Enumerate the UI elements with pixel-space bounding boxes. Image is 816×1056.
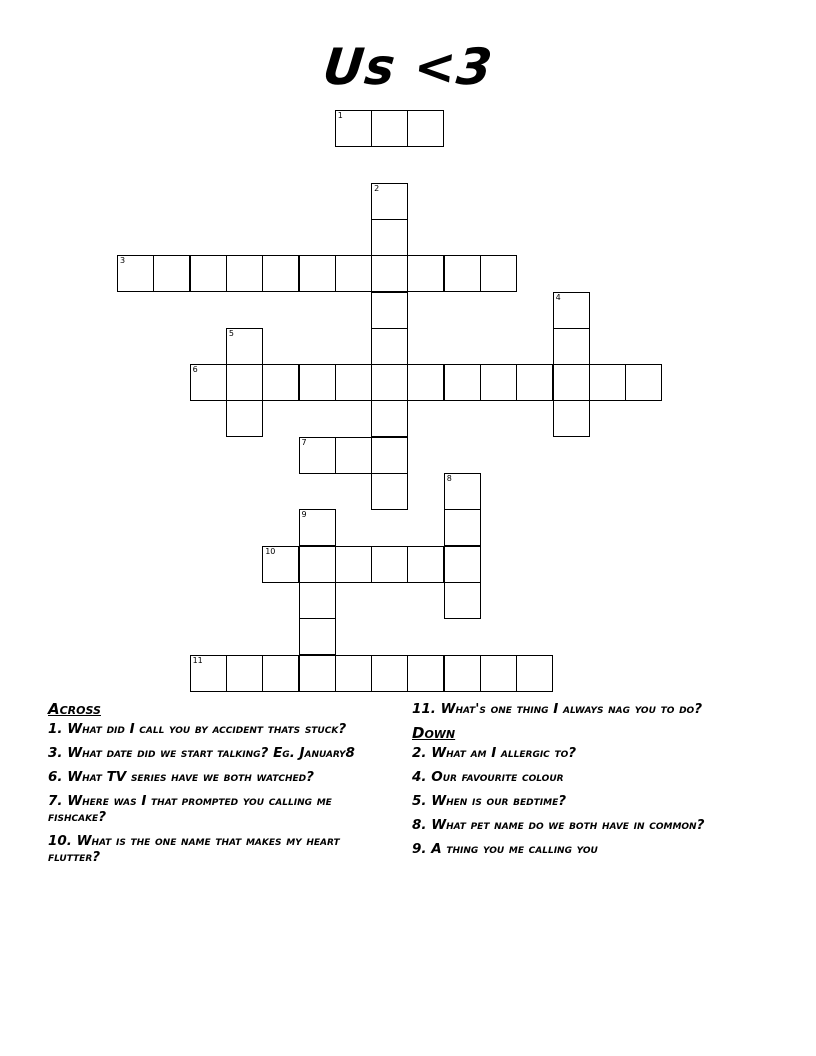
grid-cell[interactable]	[516, 655, 553, 692]
grid-cell[interactable]	[335, 546, 372, 583]
clue-across-6: 6. What TV series have we both watched?	[48, 769, 314, 785]
grid-cell[interactable]	[226, 400, 263, 437]
grid-cell-number: 6	[192, 365, 198, 375]
grid-cell[interactable]	[444, 509, 481, 546]
grid-cell-number: 2	[374, 183, 380, 193]
grid-cell[interactable]	[371, 183, 408, 220]
grid-cell-number: 7	[301, 437, 307, 447]
grid-cell[interactable]	[444, 473, 481, 510]
grid-cell[interactable]	[226, 655, 263, 692]
grid-cell[interactable]	[407, 255, 444, 292]
grid-cell[interactable]	[226, 328, 263, 365]
grid-cell[interactable]	[262, 364, 299, 401]
grid-cell[interactable]	[117, 255, 154, 292]
grid-cell-number: 5	[228, 328, 234, 338]
clue-across-7: 7. Where was I that prompted you calling me fishcake?	[48, 793, 332, 825]
grid-cell[interactable]	[516, 364, 553, 401]
grid-cell[interactable]	[299, 255, 336, 292]
grid-cell[interactable]	[262, 655, 299, 692]
grid-cell[interactable]	[335, 437, 372, 474]
grid-cell[interactable]	[299, 509, 336, 546]
grid-cell[interactable]	[299, 364, 336, 401]
grid-cell[interactable]	[262, 255, 299, 292]
grid-cell[interactable]	[553, 400, 590, 437]
clue-down-8: 8. What pet name do we both have in common?	[412, 817, 705, 833]
grid-cell[interactable]	[444, 364, 481, 401]
down-heading: Down	[412, 724, 456, 742]
grid-cell[interactable]	[371, 546, 408, 583]
clues-right-column	[412, 701, 757, 865]
grid-cell[interactable]	[371, 364, 408, 401]
grid-cell[interactable]	[299, 582, 336, 619]
grid-cell-number: 4	[555, 292, 561, 302]
grid-cell[interactable]	[553, 328, 590, 365]
grid-cell-number: 8	[446, 474, 452, 483]
grid-cell[interactable]	[371, 219, 408, 256]
grid-cell[interactable]	[153, 255, 190, 292]
grid-cell[interactable]	[371, 110, 408, 147]
grid-cell[interactable]	[407, 655, 444, 692]
grid-cell-number: 9	[301, 510, 307, 520]
clue-down-9: 9. A thing you me calling you	[412, 841, 598, 857]
grid-cell[interactable]	[480, 655, 517, 692]
grid-cell[interactable]	[371, 400, 408, 437]
grid-cell[interactable]	[371, 328, 408, 365]
grid-cell[interactable]	[371, 292, 408, 329]
grid-cell-number: 11	[192, 655, 203, 665]
grid-cell[interactable]	[553, 292, 590, 329]
clue-across-10: 10. What is the one name that makes my heart flutter?	[48, 833, 340, 865]
grid-cell[interactable]	[299, 655, 336, 692]
grid-cell[interactable]	[190, 364, 227, 401]
grid-cell-number: 3	[120, 256, 126, 266]
grid-cell[interactable]	[444, 546, 481, 583]
grid-cell[interactable]	[190, 255, 227, 292]
grid-cell[interactable]	[444, 255, 481, 292]
grid-cell[interactable]	[371, 255, 408, 292]
grid-cell[interactable]	[553, 364, 590, 401]
grid-cell[interactable]	[299, 546, 336, 583]
grid-cell[interactable]	[444, 655, 481, 692]
clue-down-4: 4. Our favourite colour	[412, 769, 564, 785]
page-title: Us <3	[320, 38, 496, 96]
clue-down-2: 2. What am I allergic to?	[412, 745, 577, 761]
grid-cell[interactable]	[371, 655, 408, 692]
clues-left-column	[48, 701, 393, 873]
across-heading: Across	[48, 700, 101, 718]
grid-cell[interactable]	[335, 655, 372, 692]
grid-cell[interactable]	[371, 437, 408, 474]
grid-cell[interactable]	[407, 364, 444, 401]
grid-cell[interactable]	[299, 437, 336, 474]
clue-across-1: 1. What did I call you by accident thats stuck?	[48, 721, 347, 737]
grid-cell[interactable]	[480, 364, 517, 401]
grid-cell[interactable]	[625, 364, 662, 401]
grid-cell-number: 10	[265, 546, 276, 556]
grid-cell[interactable]	[335, 364, 372, 401]
grid-cell[interactable]	[262, 546, 299, 583]
grid-cell[interactable]	[226, 364, 263, 401]
grid-cell[interactable]	[407, 546, 444, 583]
grid-cell[interactable]	[480, 255, 517, 292]
grid-cell[interactable]	[444, 582, 481, 619]
grid-cell[interactable]	[335, 255, 372, 292]
clue-across-11: 11. What's one thing I always nag you to do?	[412, 701, 703, 717]
clue-down-5: 5. When is our bedtime?	[412, 793, 567, 809]
grid-cell[interactable]	[226, 255, 263, 292]
grid-cell[interactable]	[190, 655, 227, 692]
grid-cell[interactable]	[371, 473, 408, 510]
grid-cell[interactable]	[299, 618, 336, 655]
grid-cell-number: 1	[337, 111, 343, 120]
clue-across-3: 3. What date did we start talking? Eg. January8	[48, 745, 355, 761]
grid-cell[interactable]	[335, 110, 372, 147]
grid-cell[interactable]	[407, 110, 444, 147]
grid-cell[interactable]	[589, 364, 626, 401]
